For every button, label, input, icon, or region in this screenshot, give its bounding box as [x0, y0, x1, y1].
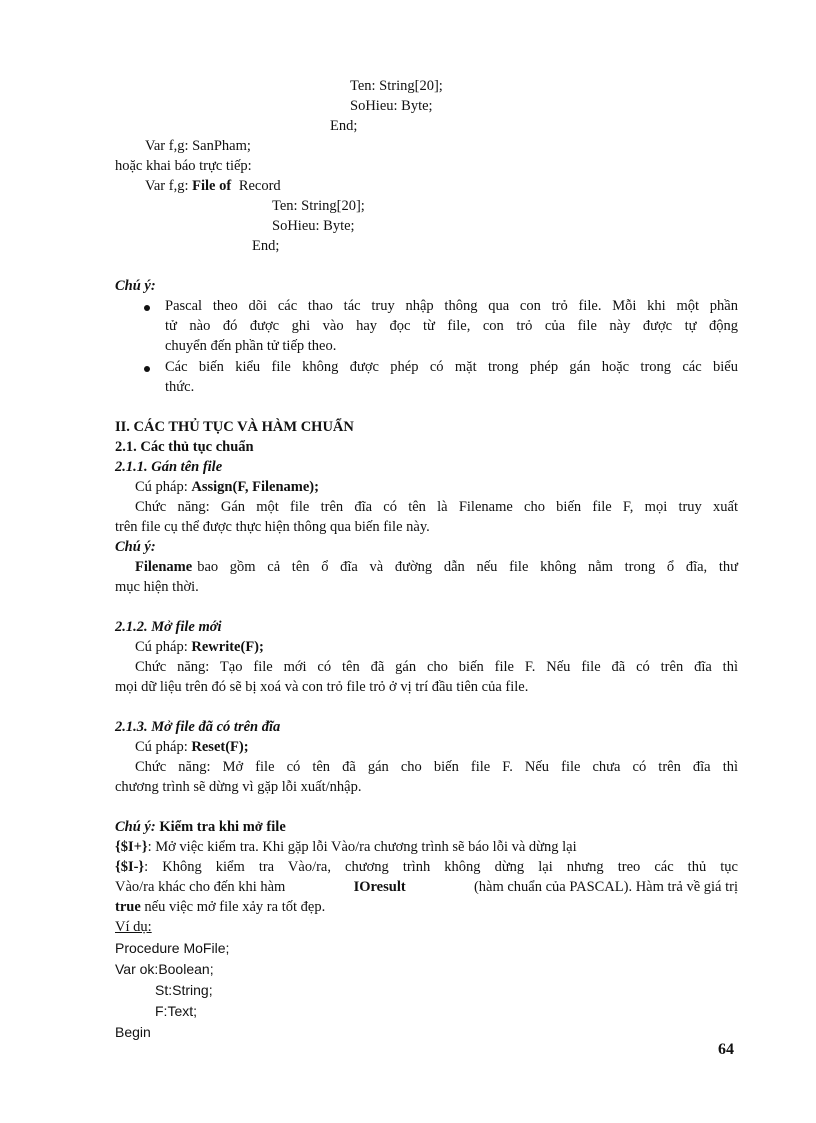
example-code-line: Procedure MoFile;	[115, 940, 230, 956]
text-line: hoặc khai báo trực tiếp:	[115, 158, 252, 174]
example-code-line: F:Text;	[155, 1003, 198, 1019]
bullet-text: thức.	[165, 379, 195, 395]
note-heading: Chú ý:	[115, 539, 156, 555]
paragraph-line	[115, 877, 738, 897]
paragraph-line	[115, 837, 577, 857]
example-code-line: St:String;	[155, 982, 213, 998]
section-heading: II. CÁC THỦ TỤC VÀ HÀM CHUẨN	[115, 419, 354, 435]
paragraph-line	[115, 857, 738, 877]
keyword: true	[115, 899, 141, 915]
directive-text: : Không kiểm tra Vào/ra, chương trình không dừng lại nhưng treo các thủ tục	[144, 859, 738, 875]
code-fragment: Record	[238, 178, 281, 194]
syntax-code: Assign(F, Filename);	[191, 479, 319, 495]
directive-code: {$I+}	[115, 839, 148, 855]
subsubsection-heading: 2.1.3. Mở file đã có trên đĩa	[115, 719, 281, 735]
note-heading: Chú ý:	[115, 819, 156, 835]
note-text: bao gồm cả tên ổ đĩa và đường dẫn nếu file không nằm trong ổ đĩa, thư	[197, 559, 738, 575]
paragraph-line	[135, 557, 738, 577]
paragraph-line: Chức năng: Tạo file mới có tên đã gán cho biến file F. Nếu file đã có trên đĩa thì	[135, 659, 738, 675]
syntax-label: Cú pháp:	[135, 639, 188, 655]
note-keyword: Filename	[135, 559, 193, 575]
subsubsection-heading: 2.1.2. Mở file mới	[115, 619, 222, 635]
example-code-line: Var ok:Boolean;	[115, 961, 214, 977]
bullet-text: Các biến kiểu file không được phép có mặt trong phép gán hoặc trong các biểu	[165, 359, 738, 375]
code-line: End;	[252, 238, 280, 254]
example-label: Ví dụ:	[115, 919, 152, 935]
bullet-icon	[144, 305, 150, 311]
directive-text: : Mở việc kiểm tra. Khi gặp lỗi Vào/ra chương trình sẽ báo lỗi và dừng lại	[147, 839, 577, 855]
note-heading-line	[115, 817, 286, 837]
subsubsection-heading: 2.1.1. Gán tên file	[115, 459, 223, 475]
code-line: Ten: String[20];	[350, 78, 443, 94]
bullet-text: Pascal theo dõi các thao tác truy nhập thông qua con trỏ file. Mỗi khi một phần	[165, 298, 738, 314]
text-fragment: (hàm chuẩn của PASCAL). Hàm trả về giá trị	[473, 879, 738, 895]
syntax-line	[135, 637, 264, 657]
paragraph-line: Chức năng: Mở file có tên đã gán cho biến file F. Nếu file chưa có trên đĩa thì	[135, 759, 738, 775]
code-fragment: Var f,g:	[145, 178, 189, 194]
paragraph-line: mọi dữ liệu trên đó sẽ bị xoá và con trỏ file trỏ ở vị trí đầu tiên của file.	[115, 679, 529, 695]
paragraph-line: chương trình sẽ dừng vì gặp lỗi xuất/nhập.	[115, 779, 362, 795]
text-fragment: nếu việc mở file xảy ra tốt đẹp.	[144, 899, 326, 915]
code-line: Var f,g: SanPham;	[145, 138, 251, 154]
paragraph-line: trên file cụ thể được thực hiện thông qua biến file này.	[115, 519, 430, 535]
code-line: SoHieu: Byte;	[272, 218, 355, 234]
syntax-label: Cú pháp:	[135, 739, 188, 755]
code-line: End;	[330, 118, 358, 134]
syntax-label: Cú pháp:	[135, 479, 188, 495]
subsection-heading: 2.1. Các thủ tục chuẩn	[115, 439, 254, 455]
keyword: File of	[192, 178, 232, 194]
page-number: 64	[718, 1041, 734, 1058]
example-code-line: Begin	[115, 1024, 151, 1040]
note-title: Kiểm tra khi mở file	[159, 819, 286, 835]
paragraph-line: mục hiện thời.	[115, 579, 199, 595]
bullet-icon	[144, 366, 150, 372]
note-heading: Chú ý:	[115, 278, 156, 294]
code-line: SoHieu: Byte;	[350, 98, 433, 114]
bullet-text: tử nào đó được ghi vào hay đọc từ file, con trỏ của file này được tự động	[165, 318, 738, 334]
directive-code: {$I-}	[115, 859, 145, 875]
code-line	[145, 176, 281, 196]
syntax-line	[135, 477, 319, 497]
function-name: IOresult	[353, 879, 406, 895]
syntax-code: Reset(F);	[191, 739, 249, 755]
syntax-line	[135, 737, 249, 757]
syntax-code: Rewrite(F);	[191, 639, 264, 655]
bullet-text: chuyển đến phần tử tiếp theo.	[165, 338, 337, 354]
text-fragment: Vào/ra khác cho đến khi hàm	[115, 879, 286, 895]
paragraph-line	[115, 897, 325, 917]
paragraph-line: Chức năng: Gán một file trên đĩa có tên là Filename cho biến file F, mọi truy xuất	[135, 499, 738, 515]
code-line: Ten: String[20];	[272, 198, 365, 214]
